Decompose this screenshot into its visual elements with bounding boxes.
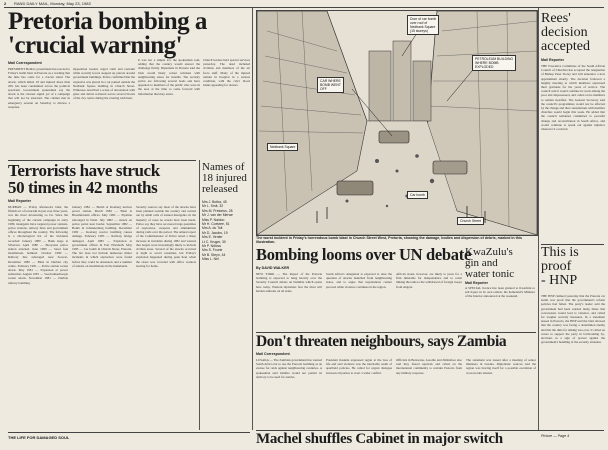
list-item: Mr H. Coetzee, 51	[202, 222, 230, 227]
kwazulu-block	[465, 247, 535, 331]
kwazulu-headline-line2: gin and	[465, 257, 498, 269]
zambia-body-col3: Officials in Botswana, Lesotho and Zimbabwe also said they feared reprisals and called on the international community to restrain Pretoria from any military response.	[396, 358, 462, 375]
label-car-bomb: Car bomb	[407, 191, 428, 199]
continued-note: Picture — Page 4	[541, 434, 570, 438]
zambia-body-col4: The statement was issued after a meeting of senior ministers in Lusaka. Diplomatic sources said the region was bracing itself for a possible escalation of cross-border tension.	[466, 358, 536, 375]
label-petroleum-building: PETROLEUM BUILDING WHERE BOMB EXPLODED	[472, 55, 516, 71]
lead-body-col1: PRESIDENT Botha's government has reacted to Friday's bomb blast in Pretoria as a warning that the time has come for a crucial stand. The attack, which killed 18 and injured more than 200, has been condemned across the political spectrum. Government spokesmen say the attack is the clearest signal yet of a campaign that will not be tolerated. The cabinet met in emergency session on Saturday to discuss a response.	[8, 67, 70, 109]
label-car-where-bomb: CAR WHERE BOMB WENT OFF	[317, 77, 344, 93]
list-item: Miss L. Nel	[202, 257, 219, 262]
lead-body-col4: Church leaders held special services yesterday. The dead included civilians and members of the air force staff. Many of the injured remain in hospital in a serious condition, with the city's blood banks appealing for donors.	[203, 58, 250, 88]
un-headline: Bombing looms over UN debate	[256, 245, 471, 264]
un-body-col3: African states, however, are likely to press for a firm timetable for independence and to resist linking the talks to the withdrawal of foreign troops from Angola.	[396, 272, 462, 289]
terrorists-byline: Mail Reporter	[8, 199, 31, 203]
footer-ad-text: THE LIFE FOR DAMAGED SOUL	[8, 435, 70, 440]
un-body-col2: South Africa's delegation is expected to raise the question of attacks launched from neighbouring states, and to argue that negotiations cannot proceed while violence continues in the region.	[326, 272, 392, 289]
rees-body: THE Executive Committee of the South African Council of Churches has accepted the resignation of Bishop Peter Storey and will announce a new appointment shortly. The decision followed a lengthy meeting at which members expressed their gratitude for his years of service. The council said it would continue its work among the poor and dispossessed, and called on its members to remain steadfast. The General Secretary said the council's programmes would not be affected by the change and that consultations with member churches would begin this week. He added that the council remained committed to peaceful change and reconciliation in South Africa, and would continue to speak out against injustice wherever it occurred.	[541, 64, 605, 132]
names-box	[202, 162, 250, 430]
proof-headline-line2: proof	[541, 259, 572, 274]
rees-headline-line2: decision	[541, 25, 588, 40]
label-nedbank-square: Nedbank Square	[267, 143, 298, 151]
rees-headline-line1: Rees'	[541, 11, 571, 26]
rees-byline: Mail Reporter	[541, 58, 564, 62]
list-item: Mrs E. Venter	[202, 235, 223, 240]
list-item: Mrs J. Botha, 45	[202, 200, 227, 204]
proof-body: THE HNP claimed yesterday that the Pretoria car bomb was proof that the government's reform policies had failed. The party's leader said the government had been warned many times that concessions would lead to violence, and called for tougher security measures. In a statement issued in Pretoria, the HNP said the blast showed that the country was facing a determined enemy and that the time for talking was over. It called on voters to support the party in forthcoming by-elections as a sign of protest against the government's handling of the security situation.	[541, 294, 605, 345]
lead-headline-line1: Pretoria bombing a	[8, 8, 207, 35]
rees-headline	[541, 12, 607, 54]
lead-headline-line2: 'crucial warning'	[8, 32, 183, 59]
bomb-scene-illustration	[256, 10, 538, 236]
terrorists-headline	[8, 162, 200, 196]
zambia-body-col1: LUSAKA — The Zambian government has warned South Africa not to use the Pretoria bombing as an excuse for raids against neighbouring countries. A spokesman said Zambia would not permit its territory to be used for attacks.	[256, 358, 322, 379]
kwazulu-headline-line1: KwaZulu's	[465, 246, 513, 258]
terrorists-body-col2: January 1982 — Bomb at Koeberg nuclear power station. March 1982 — Blast at Bloemfontein offices. May 1982 — Pipeline sabotaged in Natal. July 1982 — Attack on police patrol near border. September 1982 — Bomb in Johannesburg building. December 1982 — Koeberg reactor bombing causes damage. February 1983 — Railway bridge damaged. April 1983 — Explosion at government offices in Port Elizabeth. May 1983 — Car bomb in Church Street, Pretoria. The list does not include numerous minor incidents in which explosives were found before they could be detonated, and a number of attacks on installations in the homelands.	[72, 205, 132, 268]
zambia-body-col2: President Kaunda expressed regret at the loss of life and said violence was the inevitable result of apartheid policies. He called for urgent dialogue between all parties to avert a wider conflict.	[326, 358, 392, 375]
label-car-door: Door of car bomb over roof of Nedbank Square (15 storeys)	[407, 15, 439, 35]
list-item: Miss P. Naidoo	[202, 217, 225, 222]
proof-headline-line1: This is	[541, 245, 579, 260]
terrorists-headline-line2: 50 times in 42 months	[8, 178, 158, 197]
list-item: Mrs S. Fourie	[202, 248, 223, 253]
names-box-divider	[199, 160, 200, 430]
rees-headline-line3: accepted	[541, 39, 590, 54]
right-column-divider	[538, 8, 539, 430]
list-item: Lt C. Kruger, 30	[202, 239, 226, 244]
lead-byline: Mail Correspondent	[8, 61, 42, 65]
list-item: Mr J. van der Merwe	[202, 213, 233, 218]
list-item: Mrs M. Pretorius, 28	[202, 208, 233, 213]
list-item: Mr B. Steyn, 44	[202, 252, 226, 257]
list-item: Mr P. Ndlovu	[202, 244, 222, 249]
illustration-divider	[252, 8, 253, 430]
kwazulu-byline: Mail Reporter	[465, 281, 488, 285]
proof-headline	[541, 246, 607, 288]
list-item: Mr L. Smit, 32	[202, 204, 224, 209]
names-box-title-line2: 18 injured	[202, 172, 247, 184]
terrorists-body-col1: DURBAN — Friday afternoon's blast, the fiftieth act of terrorism in just over three years, was the most devastating so far. Since the beginning of the current campaign in early 1980, insurgents have targeted power stations, police stations, railway lines and government offices throughout the country. The following is a chronological list of the incidents recorded: January 1980 — Bank siege at Silverton. April 1980 — Booysens police station attacked. June 1980 — Sasol fuel installations bombed. October 1980 — Railway line sabotaged near Soweto. December 1980 — Blast in Durban city centre. February 1981 — Police station rocket attack. May 1981 — Explosion at power substation. August 1981 — Voortrekkerhoogte rocket attack. November 1981 — Durban railway bombing.	[8, 205, 68, 285]
footer-ad	[8, 432, 250, 449]
terrorists-headline-line1: Terrorists have struck	[8, 161, 160, 180]
list-item: Mr D. Jacobs, 19	[202, 230, 228, 235]
terrorists-body-col3: Security sources say most of the attacks have been planned outside the country and carried out by small cells of trained insurgents. In the majority of cases no arrests have been made. Police say they have recovered large quantities of explosives, weapons and ammunition during raids over the period. The annual report of the Commissioner of Police noted a sharp increase in incidents during 1982 and warned that targets were increasingly likely to include civilian areas. Several of the attacks occurred at night to avoid casualties, but Friday's explosion happened during peak hour when the street was crowded with office workers leaving for home.	[136, 205, 196, 268]
zambia-headline: Don't threaten neighbours, says Zambia	[256, 333, 507, 350]
lead-body-col3: It was not a simple act, the spokesman said, adding that the country would answer the challenge firmly. Diplomats in Pretoria said the blast would likely colour relations with neighbouring states for months. The security police are following several leads and have appealed to members of the public who were in the area at the time to come forward with information that may assist.	[138, 58, 200, 96]
cabinet-headline: Machel shuffles Cabinet in major switch	[256, 431, 503, 447]
names-box-list	[202, 200, 250, 262]
label-church-street: Church Street	[457, 217, 484, 225]
un-byline: By DAVID WALKER	[256, 266, 290, 270]
illustration-caption: The worst incident in Friday's horrendous bomb blast in Church Street West, Pretoria, showing the damage, bodies and dispersion of debris, marked in this illustration.	[256, 236, 522, 245]
paper-line: RAND DAILY MAIL, Monday, May 23, 1983	[14, 1, 91, 6]
lead-headline	[8, 9, 248, 58]
names-box-title-line3: released	[202, 183, 239, 195]
un-body-col1: NEW YORK — The impact of the Pretoria bombing is expected to hang heavily over the Security Council debate on Namibia which opens here today. Western diplomats fear the blast will harden attitudes on all sides.	[256, 272, 322, 293]
kwazulu-headline-line3: water tonic	[465, 268, 515, 280]
list-item: Mrs A. du Toit	[202, 226, 223, 231]
lead-body-col2: Opposition leaders urged calm and restraint while security forces stepped up patrols around government buildings. Police confirmed that the explosive was placed in a car parked outside the Nedbank Square building in Church Street. Witnesses described a scene of devastation with glass and debris scattered across several blocks of the city centre during the evening rush hour.	[73, 67, 135, 101]
names-box-title-line1: Names of	[202, 161, 245, 173]
page-number: 2	[4, 1, 7, 6]
kwazulu-body: A SPECIAL licence has been granted to KwaZulu to sell liquor in its own outlets, the homeland's Minister of the Interior announced at the weekend.	[465, 286, 535, 299]
proof-headline-line3: - HNP	[541, 273, 578, 288]
zambia-byline: Mail Correspondent	[256, 352, 290, 356]
street-sketch	[257, 11, 537, 235]
